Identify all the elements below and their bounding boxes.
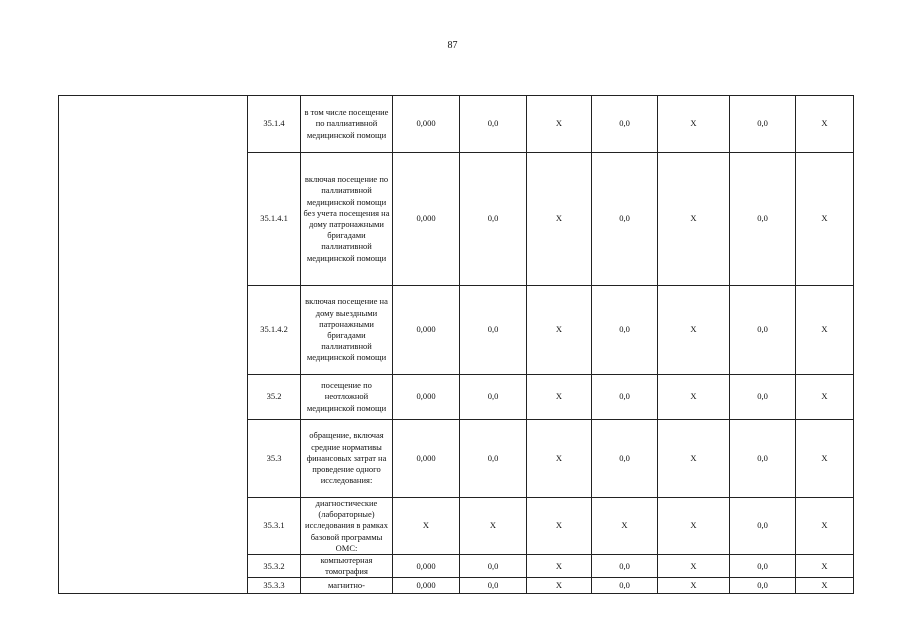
row-code: 35.3.2 xyxy=(248,555,301,578)
value-cell: 0,000 xyxy=(393,286,460,375)
row-code: 35.1.4.1 xyxy=(248,153,301,286)
value-cell: X xyxy=(796,578,854,594)
value-cell: 0,0 xyxy=(730,578,796,594)
value-cell: X xyxy=(460,498,527,555)
row-code: 35.3.3 xyxy=(248,578,301,594)
row-description: включая посещение на дому выездными патронажными бригадами паллиативной медицинской помощи xyxy=(301,286,393,375)
value-cell: 0,000 xyxy=(393,555,460,578)
value-cell: 0,0 xyxy=(460,375,527,420)
row-description: компьютерная томография xyxy=(301,555,393,578)
row-description: обращение, включая средние нормативы финансовых затрат на проведение одного исследования: xyxy=(301,420,393,498)
value-cell: X xyxy=(796,153,854,286)
value-cell: X xyxy=(527,420,592,498)
value-cell: X xyxy=(527,286,592,375)
value-cell: X xyxy=(796,375,854,420)
value-cell: 0,0 xyxy=(460,420,527,498)
value-cell: X xyxy=(658,555,730,578)
value-cell: 0,0 xyxy=(592,578,658,594)
row-code: 35.1.4.2 xyxy=(248,286,301,375)
row-description: посещение по неотложной медицинской помощи xyxy=(301,375,393,420)
row-code: 35.1.4 xyxy=(248,96,301,153)
value-cell: 0,0 xyxy=(592,555,658,578)
value-cell: 0,0 xyxy=(460,578,527,594)
value-cell: 0,0 xyxy=(460,286,527,375)
value-cell: 0,0 xyxy=(592,420,658,498)
value-cell: X xyxy=(796,286,854,375)
value-cell: X xyxy=(796,96,854,153)
row-code: 35.3.1 xyxy=(248,498,301,555)
value-cell: 0,0 xyxy=(730,420,796,498)
page-number: 87 xyxy=(447,40,458,51)
value-cell: 0,0 xyxy=(730,96,796,153)
value-cell: X xyxy=(658,375,730,420)
value-cell: 0,0 xyxy=(592,96,658,153)
category-cell xyxy=(59,96,248,594)
row-description: диагностические (лабораторные) исследования в рамках базовой программы ОМС: xyxy=(301,498,393,555)
value-cell: X xyxy=(658,96,730,153)
value-cell: 0,0 xyxy=(592,286,658,375)
value-cell: 0,0 xyxy=(730,286,796,375)
value-cell: X xyxy=(796,498,854,555)
value-cell: 0,0 xyxy=(730,555,796,578)
row-code: 35.3 xyxy=(248,420,301,498)
value-cell: X xyxy=(527,578,592,594)
value-cell: 0,000 xyxy=(393,375,460,420)
value-cell: X xyxy=(658,153,730,286)
value-cell: X xyxy=(658,578,730,594)
value-cell: X xyxy=(796,555,854,578)
value-cell: 0,0 xyxy=(592,375,658,420)
value-cell: 0,000 xyxy=(393,578,460,594)
value-cell: X xyxy=(393,498,460,555)
value-cell: 0,000 xyxy=(393,96,460,153)
value-cell: X xyxy=(527,96,592,153)
value-cell: 0,0 xyxy=(460,153,527,286)
value-cell: X xyxy=(658,498,730,555)
value-cell: X xyxy=(527,153,592,286)
value-cell: 0,0 xyxy=(592,153,658,286)
value-cell: 0,000 xyxy=(393,153,460,286)
value-cell: X xyxy=(658,286,730,375)
value-cell: X xyxy=(796,420,854,498)
row-description: в том числе посещение по паллиативной медицинской помощи xyxy=(301,96,393,153)
value-cell: X xyxy=(592,498,658,555)
value-cell: 0,0 xyxy=(730,375,796,420)
row-code: 35.2 xyxy=(248,375,301,420)
value-cell: X xyxy=(658,420,730,498)
row-description: включая посещение по паллиативной медицинской помощи без учета посещения на дому патронажными бригадами паллиативной медицинской помощи xyxy=(301,153,393,286)
row-description: магнитно- xyxy=(301,578,393,594)
value-cell: X xyxy=(527,375,592,420)
value-cell: X xyxy=(527,498,592,555)
value-cell: 0,0 xyxy=(730,498,796,555)
value-cell: 0,0 xyxy=(730,153,796,286)
value-cell: 0,0 xyxy=(460,96,527,153)
value-cell: 0,0 xyxy=(460,555,527,578)
table-row xyxy=(59,96,854,153)
norms-table xyxy=(58,95,854,594)
value-cell: 0,000 xyxy=(393,420,460,498)
value-cell: X xyxy=(527,555,592,578)
